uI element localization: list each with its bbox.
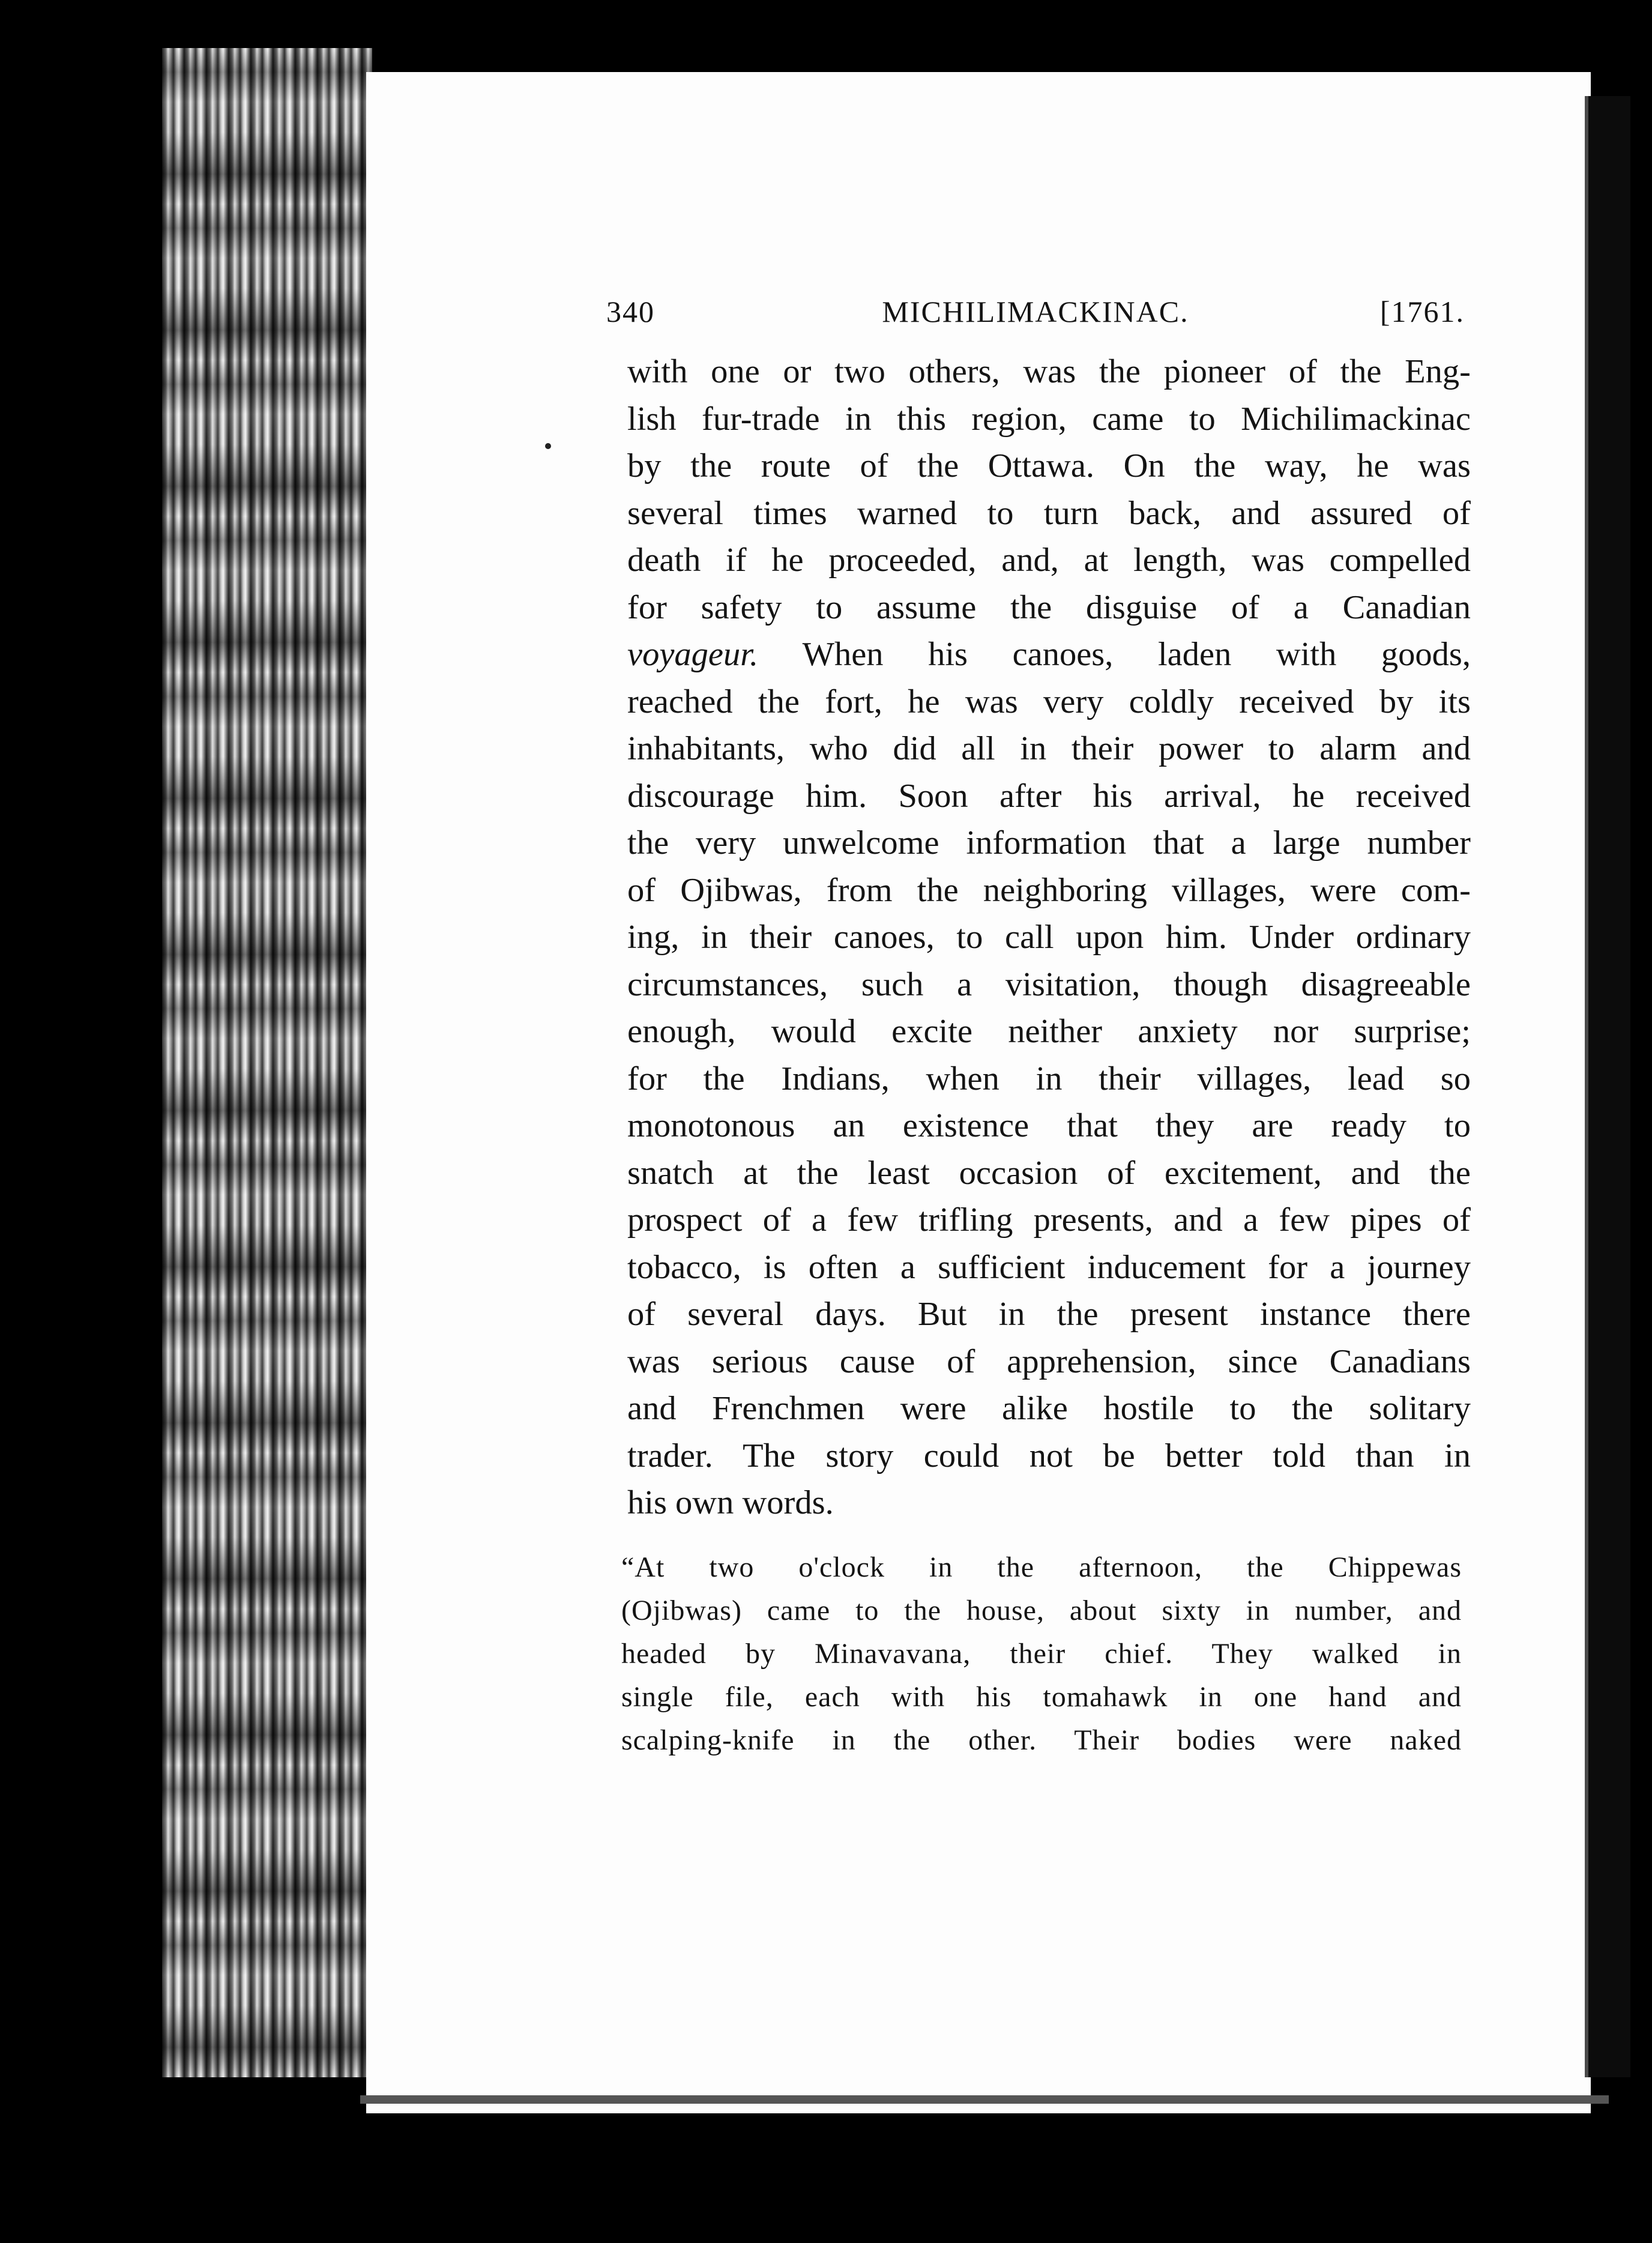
- text-line: and Frenchmen were alike hostile to the solitary: [627, 1390, 1471, 1427]
- text-line: the very unwelcome information that a large number: [627, 824, 1471, 862]
- text-line: enough, would excite neither anxiety nor surprise;: [627, 1013, 1471, 1050]
- text-line: discourage him. Soon after his arrival, he received: [627, 777, 1471, 815]
- quote-line: (Ojibwas) came to the house, about sixty in number, and: [621, 1595, 1462, 1626]
- quote-line: single file, each with his tomahawk in one hand and: [621, 1681, 1462, 1713]
- text-line: lish fur-trade in this region, came to Michilimackinac: [627, 400, 1471, 438]
- italic-word: voyageur.: [627, 636, 759, 673]
- book-page-edges: [162, 48, 372, 2077]
- quote-line: “At two o'clock in the afternoon, the Chippewas: [621, 1551, 1462, 1583]
- running-head: [606, 282, 1465, 336]
- running-year: [1761.: [1379, 295, 1465, 328]
- quote-line: headed by Minavavana, their chief. They walked in: [621, 1638, 1462, 1670]
- text-line: [627, 631, 1471, 678]
- text-line: was serious cause of apprehension, since Canadians: [627, 1342, 1471, 1380]
- main-paragraph: [627, 348, 1471, 1527]
- text-line: with one or two others, was the pioneer of the Eng-: [627, 353, 1471, 390]
- text-line: inhabitants, who did all in their power to alarm and: [627, 730, 1471, 767]
- facing-page-edge: [1585, 96, 1630, 2077]
- text-line: tobacco, is often a sufficient inducement for a journey: [627, 1248, 1471, 1286]
- text-line: snatch at the least occasion of excitement, and the: [627, 1154, 1471, 1192]
- text-line: prospect of a few trifling presents, and a few pipes of: [627, 1201, 1471, 1239]
- page-number: 340: [606, 295, 655, 328]
- text-line: several times warned to turn back, and assured of: [627, 494, 1471, 532]
- text-line: monotonous an existence that they are ready to: [627, 1107, 1471, 1144]
- text-line: by the route of the Ottawa. On the way, he was: [627, 447, 1471, 485]
- running-title: MICHILIMACKINAC.: [882, 295, 1189, 328]
- text-line-rest: When his canoes, laden with goods,: [758, 636, 1471, 673]
- text-line: reached the fort, he was very coldly received by its: [627, 683, 1471, 720]
- text-line: his own words.: [627, 1484, 834, 1521]
- text-line: circumstances, such a visitation, though disagreeable: [627, 965, 1471, 1003]
- text-line: of several days. But in the present instance there: [627, 1296, 1471, 1333]
- quote-line: scalping-knife in the other. Their bodies were naked: [621, 1724, 1462, 1756]
- page-bottom-shadow: [360, 2095, 1609, 2104]
- text-line: of Ojibwas, from the neighboring villages, were com-: [627, 871, 1471, 909]
- text-line: for the Indians, when in their villages, lead so: [627, 1060, 1471, 1097]
- text-line: trader. The story could not be better told than in: [627, 1437, 1471, 1475]
- quoted-passage: [621, 1546, 1462, 1762]
- text-line: death if he proceeded, and, at length, was compelled: [627, 542, 1471, 579]
- text-line: for safety to assume the disguise of a Canadian: [627, 588, 1471, 626]
- text-line: ing, in their canoes, to call upon him. Under ordinary: [627, 919, 1471, 956]
- ink-speck: [545, 443, 551, 449]
